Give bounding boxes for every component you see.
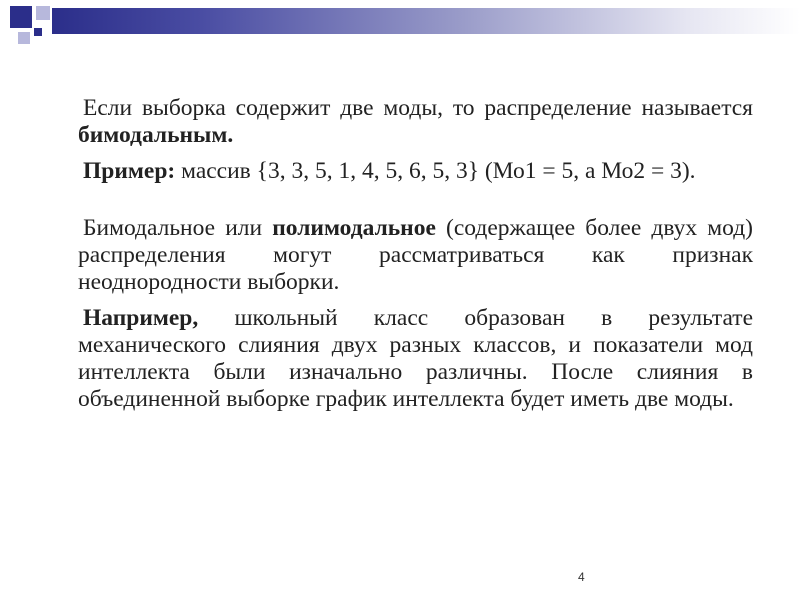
- term-polymodal: полимодальное: [272, 215, 436, 241]
- header-square-dark: [34, 28, 42, 36]
- paragraph-text: школьный класс образован в результате механического слияния двух разных классов, и показатели мод интеллекта были изначально различны. После слияния в объединенной выборке график интеллекта будет иметь две моды.: [78, 305, 753, 412]
- slide-body: [78, 95, 753, 413]
- term-bimodal: бимодальным.: [78, 122, 234, 148]
- paragraph-example: [78, 158, 753, 185]
- paragraph-polymodal: [78, 215, 753, 296]
- example-label: Например,: [83, 305, 199, 331]
- page-number: 4: [578, 570, 585, 584]
- header-square-light: [18, 32, 30, 44]
- paragraph-bimodal-definition: [78, 95, 753, 149]
- paragraph-text: Если выборка содержит две моды, то распределение называется: [83, 95, 753, 121]
- header-square-light: [36, 6, 50, 20]
- paragraph-school-example: [78, 305, 753, 413]
- slide-header-decoration: [0, 0, 800, 46]
- example-text: массив {3, 3, 5, 1, 4, 5, 6, 5, 3} (Мо1 = 5, а Мо2 = 3).: [175, 158, 696, 184]
- header-square-dark: [10, 6, 32, 28]
- header-gradient-bar: [52, 8, 800, 34]
- paragraph-text: Бимодальное или: [83, 215, 273, 241]
- example-label: Пример:: [83, 158, 176, 184]
- paragraph-text: (содержащее более двух мод) распределения могут рассматриваться как признак неоднородности выборки.: [78, 215, 753, 295]
